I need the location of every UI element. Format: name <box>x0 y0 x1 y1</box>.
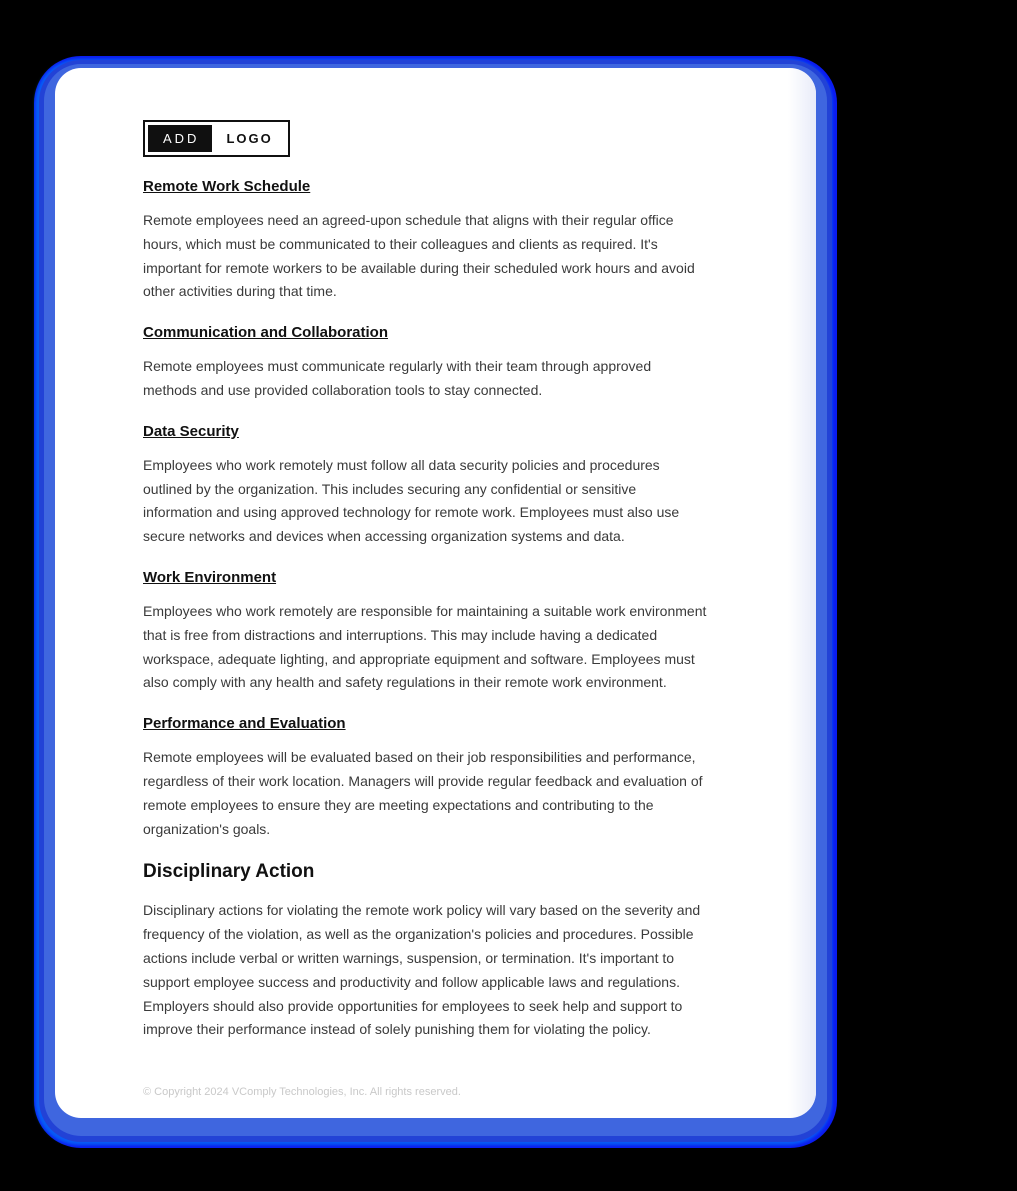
add-logo-logo-label: LOGO <box>212 125 284 152</box>
section-heading-remote-work-schedule: Remote Work Schedule <box>143 178 311 195</box>
footer-copyright: © Copyright 2024 VComply Technologies, Inc. All rights reserved. <box>143 1086 461 1099</box>
policy-document-page <box>55 68 816 1118</box>
section-heading-data-security: Data Security <box>143 422 239 440</box>
section-paragraph: Employees who work remotely are responsible for maintaining a suitable work environment that is free from distractions and interruptions. This may include having a dedicated workspace, adequate lighting, and appropriate equipment and software. Employees must also comply with any health and safety regulations in their remote work environment. <box>143 602 707 691</box>
section-paragraph: Disciplinary actions for violating the remote work policy will vary based on the severity and frequency of the violation, as well as the organization's policies and procedures. Possible actions include verbal or written warnings, suspension, or termination. It's important to support employee success and productivity and follow applicable laws and regulations. Employers should also provide opportunities for employees to seek help and support to improve their performance instead of solely punishing them for violating the policy. <box>143 902 701 1038</box>
section-heading-communication-and-collaboration: Communication and Collaboration <box>143 324 389 342</box>
section-heading-performance-and-evaluation: Performance and Evaluation <box>143 715 346 733</box>
section-paragraph: Remote employees need an agreed-upon schedule that aligns with their regular office hours, which must be communicated to their colleagues and clients as required. It's important for remote workers to be available during their scheduled work hours and avoid other activities during that time. <box>143 212 695 300</box>
section-paragraph: Remote employees will be evaluated based on their job responsibilities and performance, regardless of their work location. Managers will provide regular feedback and evaluation of remote employees to ensure they are meeting expectations and contributing to the organization's goals. <box>143 749 703 837</box>
document-content <box>55 68 816 1098</box>
add-logo-add-label: ADD <box>148 125 212 152</box>
section-heading-work-environment: Work Environment <box>143 568 277 586</box>
add-logo-button[interactable] <box>143 120 290 157</box>
section-paragraph: Remote employees must communicate regularly with their team through approved methods and use provided collaboration tools to stay connected. <box>143 358 652 398</box>
section-heading-disciplinary-action: Disciplinary Action <box>143 861 315 883</box>
section-paragraph: Employees who work remotely must follow all data security policies and procedures outlined by the organization. This includes securing any confidential or sensitive information and using approved technology for remote work. Employees must also use secure networks and devices when accessing organization systems and data. <box>143 456 680 545</box>
